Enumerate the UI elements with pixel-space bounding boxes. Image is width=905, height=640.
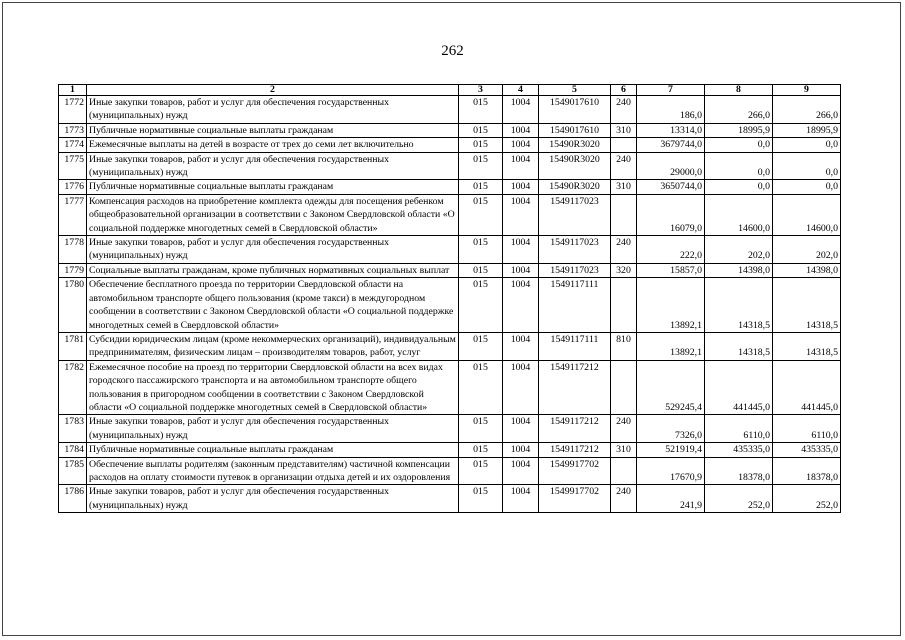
row-value-9: 14600,0 xyxy=(773,194,841,235)
row-code-5: 15490R3020 xyxy=(539,180,611,194)
row-value-7: 186,0 xyxy=(637,96,705,124)
row-code-6: 310 xyxy=(611,123,637,137)
row-number: 1779 xyxy=(59,263,87,277)
row-value-7: 16079,0 xyxy=(637,194,705,235)
column-header: 8 xyxy=(705,85,773,96)
row-value-7: 13892,1 xyxy=(637,278,705,333)
row-code-4: 1004 xyxy=(503,443,539,457)
table-body xyxy=(59,96,841,513)
row-value-9: 266,0 xyxy=(773,96,841,124)
row-value-9: 6110,0 xyxy=(773,415,841,443)
row-value-8: 0,0 xyxy=(705,180,773,194)
row-description: Иные закупки товаров, работ и услуг для обеспечения государственных (муниципальных) нужд xyxy=(87,236,459,264)
row-value-9: 14318,5 xyxy=(773,278,841,333)
row-code-4: 1004 xyxy=(503,263,539,277)
row-code-3: 015 xyxy=(459,332,503,360)
row-description: Компенсация расходов на приобретение комплекта одежды для посещения ребенком общеобразовательной организации в соответствии с Законом Свердловской области «О социальной поддержке многодетных семей в Свердловской области» xyxy=(87,194,459,235)
table-row xyxy=(59,180,841,194)
row-code-5: 1549117023 xyxy=(539,194,611,235)
row-number: 1778 xyxy=(59,236,87,264)
table-row xyxy=(59,236,841,264)
row-value-8: 441445,0 xyxy=(705,360,773,415)
row-code-3: 015 xyxy=(459,138,503,152)
row-value-9: 0,0 xyxy=(773,152,841,180)
table-row xyxy=(59,360,841,415)
row-value-7: 7326,0 xyxy=(637,415,705,443)
row-code-5: 1549117212 xyxy=(539,360,611,415)
row-code-3: 015 xyxy=(459,485,503,513)
row-code-5: 1549117023 xyxy=(539,263,611,277)
row-value-9: 0,0 xyxy=(773,138,841,152)
row-code-6: 240 xyxy=(611,415,637,443)
row-value-9: 18378,0 xyxy=(773,457,841,485)
row-code-3: 015 xyxy=(459,457,503,485)
row-value-9: 435335,0 xyxy=(773,443,841,457)
row-value-7: 521919,4 xyxy=(637,443,705,457)
row-code-4: 1004 xyxy=(503,457,539,485)
row-code-4: 1004 xyxy=(503,180,539,194)
row-value-9: 18995,9 xyxy=(773,123,841,137)
row-description: Ежемесячное пособие на проезд по территории Свердловской области на всех видах городского пассажирского транспорта и на автомобильном транспорте общего пользования в пригородном сообщении в соответствии с Законом Свердловской области «О социальной поддержке многодетных семей в Свердловской области» xyxy=(87,360,459,415)
row-value-8: 202,0 xyxy=(705,236,773,264)
row-value-9: 0,0 xyxy=(773,180,841,194)
row-code-5: 1549117111 xyxy=(539,278,611,333)
row-code-6: 310 xyxy=(611,443,637,457)
page-number: 262 xyxy=(441,43,464,59)
row-value-9: 202,0 xyxy=(773,236,841,264)
row-code-3: 015 xyxy=(459,360,503,415)
row-value-7: 13314,0 xyxy=(637,123,705,137)
row-code-4: 1004 xyxy=(503,152,539,180)
row-number: 1782 xyxy=(59,360,87,415)
row-number: 1777 xyxy=(59,194,87,235)
row-code-5: 15490R3020 xyxy=(539,152,611,180)
table-row xyxy=(59,138,841,152)
row-code-6: 810 xyxy=(611,332,637,360)
row-code-3: 015 xyxy=(459,278,503,333)
row-value-8: 435335,0 xyxy=(705,443,773,457)
row-description: Публичные нормативные социальные выплаты гражданам xyxy=(87,180,459,194)
table-row xyxy=(59,194,841,235)
column-header: 2 xyxy=(87,85,459,96)
table-header-row xyxy=(59,85,841,96)
row-code-4: 1004 xyxy=(503,360,539,415)
row-number: 1785 xyxy=(59,457,87,485)
row-code-6: 240 xyxy=(611,485,637,513)
row-description: Иные закупки товаров, работ и услуг для обеспечения государственных (муниципальных) нужд xyxy=(87,96,459,124)
table-row xyxy=(59,96,841,124)
row-code-3: 015 xyxy=(459,415,503,443)
row-value-7: 529245,4 xyxy=(637,360,705,415)
row-code-4: 1004 xyxy=(503,332,539,360)
row-code-6 xyxy=(611,457,637,485)
row-description: Субсидии юридическим лицам (кроме некоммерческих организаций), индивидуальным предпринимателям, физическим лицам – производителям товаров, работ, услуг xyxy=(87,332,459,360)
row-code-3: 015 xyxy=(459,96,503,124)
row-code-4: 1004 xyxy=(503,123,539,137)
table-row xyxy=(59,152,841,180)
row-code-3: 015 xyxy=(459,123,503,137)
row-code-5: 15490R3020 xyxy=(539,138,611,152)
column-header: 9 xyxy=(773,85,841,96)
row-code-4: 1004 xyxy=(503,278,539,333)
table-row xyxy=(59,332,841,360)
row-code-6 xyxy=(611,138,637,152)
row-value-8: 14600,0 xyxy=(705,194,773,235)
row-value-7: 17670,9 xyxy=(637,457,705,485)
column-header: 1 xyxy=(59,85,87,96)
row-code-3: 015 xyxy=(459,263,503,277)
row-code-4: 1004 xyxy=(503,485,539,513)
column-header: 6 xyxy=(611,85,637,96)
row-value-8: 6110,0 xyxy=(705,415,773,443)
row-code-4: 1004 xyxy=(503,194,539,235)
row-description: Обеспечение бесплатного проезда по территории Свердловской области на автомобильном транспорте общего пользования (кроме такси) в междугородном сообщении в соответствии с Законом Свердловской области «О социальной поддержке многодетных семей в Свердловской области» xyxy=(87,278,459,333)
row-value-8: 0,0 xyxy=(705,138,773,152)
row-code-6 xyxy=(611,360,637,415)
row-value-8: 18995,9 xyxy=(705,123,773,137)
row-code-4: 1004 xyxy=(503,138,539,152)
row-code-4: 1004 xyxy=(503,415,539,443)
row-value-9: 14318,5 xyxy=(773,332,841,360)
row-value-8: 18378,0 xyxy=(705,457,773,485)
row-number: 1783 xyxy=(59,415,87,443)
row-code-6 xyxy=(611,278,637,333)
row-code-6: 240 xyxy=(611,152,637,180)
row-code-3: 015 xyxy=(459,152,503,180)
row-value-8: 14318,5 xyxy=(705,278,773,333)
row-value-7: 13892,1 xyxy=(637,332,705,360)
row-code-6: 240 xyxy=(611,96,637,124)
row-value-8: 252,0 xyxy=(705,485,773,513)
row-number: 1776 xyxy=(59,180,87,194)
column-header: 4 xyxy=(503,85,539,96)
row-code-3: 015 xyxy=(459,180,503,194)
row-code-4: 1004 xyxy=(503,236,539,264)
table-row xyxy=(59,443,841,457)
row-value-7: 29000,0 xyxy=(637,152,705,180)
budget-table xyxy=(58,84,841,513)
row-number: 1772 xyxy=(59,96,87,124)
row-value-7: 3679744,0 xyxy=(637,138,705,152)
row-number: 1780 xyxy=(59,278,87,333)
row-value-8: 14398,0 xyxy=(705,263,773,277)
row-value-7: 241,9 xyxy=(637,485,705,513)
row-code-6 xyxy=(611,194,637,235)
column-header: 3 xyxy=(459,85,503,96)
row-code-3: 015 xyxy=(459,443,503,457)
row-number: 1781 xyxy=(59,332,87,360)
row-value-7: 15857,0 xyxy=(637,263,705,277)
row-value-8: 266,0 xyxy=(705,96,773,124)
row-code-3: 015 xyxy=(459,194,503,235)
row-code-6: 320 xyxy=(611,263,637,277)
table-row xyxy=(59,263,841,277)
table-row xyxy=(59,123,841,137)
row-code-5: 1549117023 xyxy=(539,236,611,264)
row-code-5: 1549017610 xyxy=(539,123,611,137)
row-code-5: 1549117212 xyxy=(539,443,611,457)
table-row xyxy=(59,415,841,443)
row-description: Социальные выплаты гражданам, кроме публичных нормативных социальных выплат xyxy=(87,263,459,277)
row-code-5: 1549917702 xyxy=(539,457,611,485)
row-code-6: 310 xyxy=(611,180,637,194)
table-row xyxy=(59,457,841,485)
row-description: Обеспечение выплаты родителям (законным представителям) частичной компенсации расходов на оплату стоимости путевок в организации отдыха детей и их оздоровления xyxy=(87,457,459,485)
row-code-5: 1549117111 xyxy=(539,332,611,360)
row-code-5: 1549017610 xyxy=(539,96,611,124)
row-value-8: 0,0 xyxy=(705,152,773,180)
row-code-6: 240 xyxy=(611,236,637,264)
row-description: Публичные нормативные социальные выплаты гражданам xyxy=(87,443,459,457)
row-number: 1773 xyxy=(59,123,87,137)
column-header: 7 xyxy=(637,85,705,96)
row-code-3: 015 xyxy=(459,236,503,264)
table-row xyxy=(59,278,841,333)
column-header: 5 xyxy=(539,85,611,96)
row-number: 1786 xyxy=(59,485,87,513)
row-code-4: 1004 xyxy=(503,96,539,124)
row-value-9: 441445,0 xyxy=(773,360,841,415)
row-value-9: 252,0 xyxy=(773,485,841,513)
row-number: 1784 xyxy=(59,443,87,457)
row-description: Иные закупки товаров, работ и услуг для обеспечения государственных (муниципальных) нужд xyxy=(87,152,459,180)
row-value-9: 14398,0 xyxy=(773,263,841,277)
table-row xyxy=(59,485,841,513)
row-value-7: 222,0 xyxy=(637,236,705,264)
row-number: 1774 xyxy=(59,138,87,152)
row-number: 1775 xyxy=(59,152,87,180)
row-description: Ежемесячные выплаты на детей в возрасте от трех до семи лет включительно xyxy=(87,138,459,152)
row-description: Иные закупки товаров, работ и услуг для обеспечения государственных (муниципальных) нужд xyxy=(87,485,459,513)
row-value-8: 14318,5 xyxy=(705,332,773,360)
row-code-5: 1549117212 xyxy=(539,415,611,443)
row-description: Иные закупки товаров, работ и услуг для обеспечения государственных (муниципальных) нужд xyxy=(87,415,459,443)
row-code-5: 1549917702 xyxy=(539,485,611,513)
row-value-7: 3650744,0 xyxy=(637,180,705,194)
row-description: Публичные нормативные социальные выплаты гражданам xyxy=(87,123,459,137)
